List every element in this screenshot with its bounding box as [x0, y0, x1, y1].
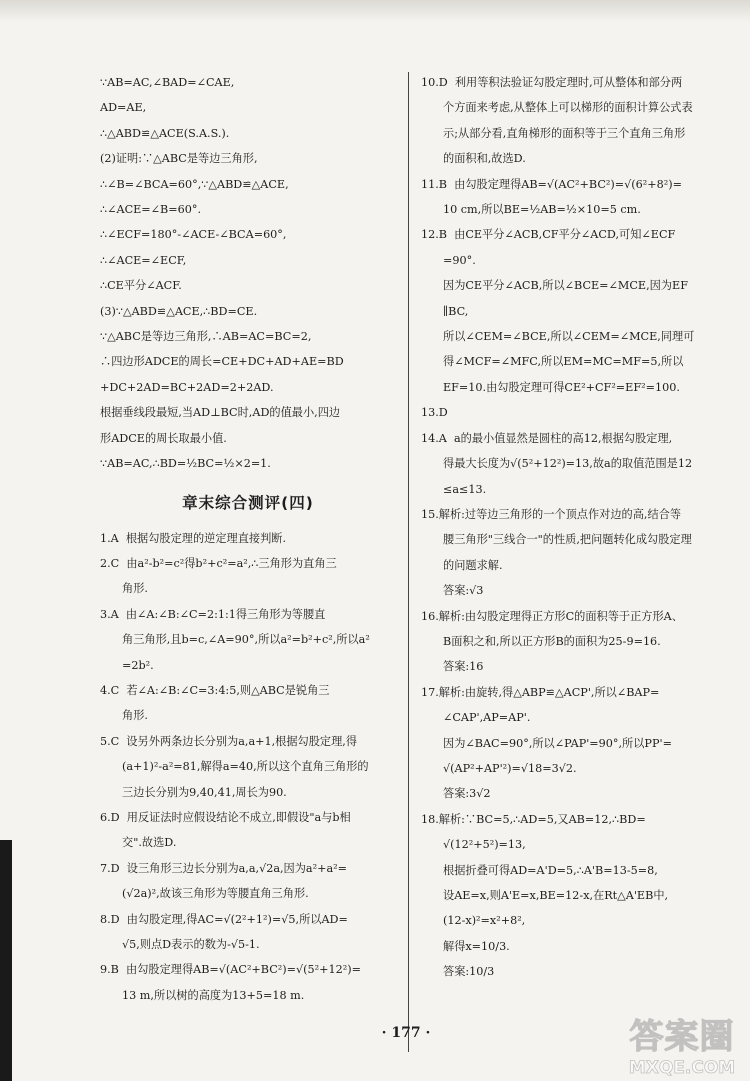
answer-line: =2b². [122, 658, 154, 672]
answer-line: B面积之和,所以正方形B的面积为25-9=16. [443, 634, 661, 648]
answer-line-first: 3.A 由∠A:∠B:∠C=2:1:1得三角形为等腰直 [100, 607, 326, 621]
page-number: · 177 · [381, 1025, 431, 1041]
proof-line: ∴∠ECF=180°-∠ACE-∠BCA=60°, [100, 228, 287, 242]
answer-line: 设AE=x,则A'E=x,BE=12-x,在Rt△A'EB中, [443, 889, 669, 902]
answer-line: 因为CE平分∠ACB,所以∠BCE=∠MCE,因为EF [443, 279, 688, 293]
answer-item [421, 604, 721, 680]
answer-line-first: 7.D 设三角形三边长分别为a,a,√2a,因为a²+a²= [100, 861, 347, 875]
proof-line: 形ADCE的周长取最小值. [100, 431, 227, 445]
proof-line: 根据垂线段最短,当AD⊥BC时,AD的值最小,四边 [100, 406, 341, 420]
answer-line: (√2a)²,故该三角形为等腰直角三角形. [122, 887, 309, 901]
answer-line: 角三角形,且b=c,∠A=90°,所以a²=b²+c²,所以a² [122, 633, 370, 647]
section-title: 章末综合测评(四) [182, 493, 314, 512]
answer-line-first: 9.B 由勾股定理得AB=√(AC²+BC²)=√(5²+12²)= [100, 963, 361, 977]
answer-line: 答案:3√2 [443, 787, 491, 801]
answer-list-left [100, 526, 396, 1009]
answer-item [100, 526, 396, 551]
answer-line: EF=10.由勾股定理可得CE²+CF²=EF²=100. [443, 380, 680, 394]
answer-line: 角形. [122, 709, 148, 723]
answer-line-first: 15.解析:过等边三角形的一个顶点作对边的高,结合等 [421, 507, 682, 521]
proof-line: ∵△ABC是等边三角形,∴AB=AC=BC=2, [100, 330, 312, 344]
answer-line: 的面积和,故选D. [443, 152, 526, 166]
answer-line: √(AP²+AP'²)=√18=3√2. [443, 761, 577, 775]
answer-line: 根据折叠可得AD=A'D=5,∴A'B=13-5=8, [443, 863, 658, 877]
answer-line: 13 m,所以树的高度为13+5=18 m. [122, 988, 305, 1002]
column-divider [408, 72, 409, 1052]
answer-item [421, 807, 721, 985]
watermark-url: MXQE.COM [628, 1057, 736, 1078]
answer-line: 角形. [122, 582, 148, 596]
answer-item [421, 400, 721, 425]
answer-line: ∥BC, [443, 304, 469, 318]
answer-line-first: 8.D 由勾股定理,得AC=√(2²+1²)=√5,所以AD= [100, 912, 348, 926]
answer-line: 示;从部分看,直角梯形的面积等于三个直角三角形 [443, 126, 686, 140]
answer-line-first: 14.A a的最小值显然是圆柱的高12,根据勾股定理, [421, 431, 673, 445]
answer-line-first: 6.D 用反证法时应假设结论不成立,即假设"a与b相 [100, 810, 351, 824]
left-column [100, 70, 396, 1008]
answer-item [100, 907, 396, 958]
proof-line: ∵AB=AC,∠BAD=∠CAE, [100, 76, 235, 89]
answer-item [100, 678, 396, 729]
scan-top-edge [0, 0, 750, 22]
answer-item [421, 426, 721, 502]
answer-line: 交".故选D. [122, 836, 177, 850]
answer-line: 个方面来考虑,从整体上可以梯形的面积计算公式表 [443, 101, 693, 115]
proof-line: ∴△ABD≌△ACE(S.A.S.). [100, 126, 230, 140]
proof-line: (2)证明:∵△ABC是等边三角形, [100, 152, 258, 166]
answer-line-first: 11.B 由勾股定理得AB=√(AC²+BC²)=√(6²+8²)= [421, 177, 682, 191]
proof-line: ∴∠ACE=∠B=60°. [100, 203, 202, 217]
answer-line: 答案:16 [443, 660, 484, 674]
answer-line: 10 cm,所以BE=½AB=½×10=5 cm. [443, 203, 641, 217]
answer-line-first: 2.C 由a²-b²=c²得b²+c²=a²,∴三角形为直角三 [100, 556, 337, 570]
answer-line: 所以∠CEM=∠BCE,所以∠CEM=∠MCE,同理可 [443, 330, 695, 344]
answer-line-first: 4.C 若∠A:∠B:∠C=3:4:5,则△ABC是锐角三 [100, 683, 330, 697]
answer-line: √(12²+5²)=13, [443, 838, 526, 852]
answer-line: 解得x=10/3. [443, 939, 510, 953]
watermark-logo [618, 1010, 746, 1076]
answer-line-first: 10.D 利用等积法验证勾股定理时,可从整体和部分两 [421, 76, 683, 89]
answer-line: 腰三角形"三线合一"的性质,把问题转化成勾股定理 [443, 533, 692, 547]
answer-item [421, 222, 721, 400]
proof-line: (3)∵△ABD≌△ACE,∴BD=CE. [100, 304, 258, 318]
answer-line: 得最大长度为√(5²+12²)=13,故a的取值范围是12 [443, 457, 693, 471]
answer-line: ≤a≤13. [443, 482, 487, 496]
proof-continuation [100, 70, 396, 477]
answer-item [421, 680, 721, 807]
answer-item [100, 602, 396, 678]
answer-line-first: 17.解析:由旋转,得△ABP≌△ACP',所以∠BAP= [421, 685, 660, 699]
answer-item [421, 502, 721, 604]
answer-line: 答案:√3 [443, 584, 484, 598]
right-column [421, 70, 721, 985]
proof-line: ∵AB=AC,∴BD=½BC=½×2=1. [100, 457, 271, 471]
scan-binding-shadow [0, 840, 12, 1081]
answer-line: (a+1)²-a²=81,解得a=40,所以这个直角三角形的 [122, 760, 369, 774]
proof-line: ∴四边形ADCE的周长=CE+DC+AD+AE=BD [100, 355, 344, 369]
answer-list-right [421, 70, 721, 985]
proof-line: ∴∠B=∠BCA=60°,∵△ABD≌△ACE, [100, 177, 289, 191]
answer-line: 的问题求解. [443, 558, 503, 572]
answer-line: (12-x)²=x²+8², [443, 914, 526, 928]
answer-line-first: 1.A 根据勾股定理的逆定理直接判断. [100, 531, 287, 545]
proof-line: AD=AE, [100, 101, 147, 115]
answer-line-first: 16.解析:由勾股定理得正方形C的面积等于正方形A、 [421, 609, 683, 623]
answer-item [421, 70, 721, 172]
answer-item [100, 856, 396, 907]
answer-line: 三边长分别为9,40,41,周长为90. [122, 785, 287, 799]
proof-line: ∴CE平分∠ACF. [100, 279, 182, 293]
answer-line-first: 18.解析:∵BC=5,∴AD=5,又AB=12,∴BD= [421, 812, 646, 826]
answer-line-first: 13.D [421, 406, 448, 420]
answer-line: √5,则点D表示的数为-√5-1. [122, 938, 260, 951]
answer-line-first: 12.B 由CE平分∠ACB,CF平分∠ACD,可知∠ECF [421, 228, 676, 242]
answer-line: 得∠MCF=∠MFC,所以EM=MC=MF=5,所以 [443, 355, 684, 369]
answer-item [100, 551, 396, 602]
answer-item [100, 957, 396, 1008]
watermark-text: 答案圈 [629, 1016, 735, 1057]
answer-line: 因为∠BAC=90°,所以∠PAP'=90°,所以PP'= [443, 736, 672, 750]
answer-item [100, 729, 396, 805]
answer-line-first: 5.C 设另外两条边长分别为a,a+1,根据勾股定理,得 [100, 734, 358, 748]
answer-line: =90°. [443, 253, 476, 267]
proof-line: ∴∠ACE=∠ECF, [100, 253, 187, 267]
answer-line: ∠CAP',AP=AP'. [443, 711, 531, 725]
answer-line: 答案:10/3 [443, 965, 495, 979]
proof-line: +DC+2AD=BC+2AD=2+2AD. [100, 380, 274, 394]
answer-item [100, 805, 396, 856]
answer-item [421, 172, 721, 223]
